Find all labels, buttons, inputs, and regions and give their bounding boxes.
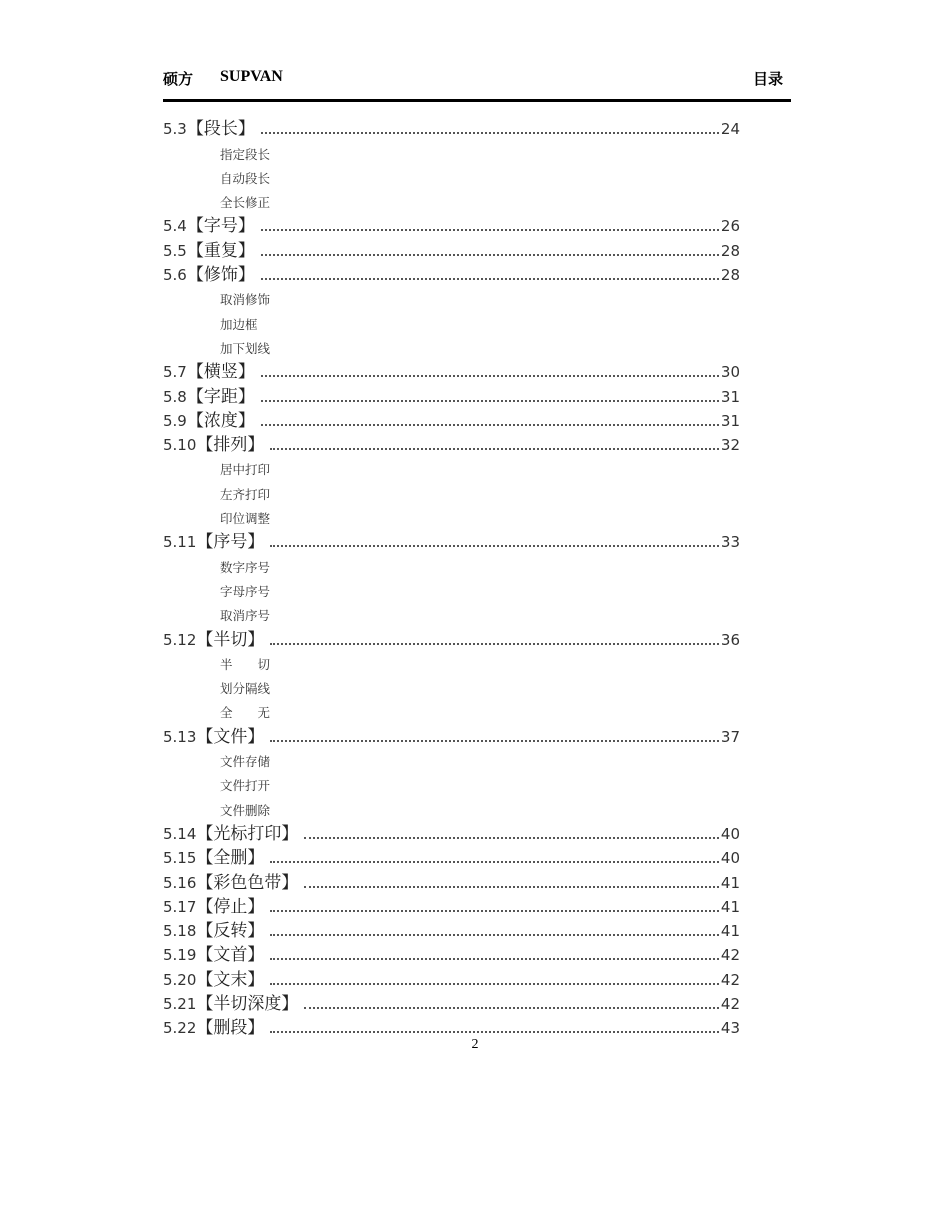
toc-entry-number: 5.14 bbox=[163, 824, 197, 843]
toc-entry-title: 【排列】 bbox=[196, 435, 265, 456]
toc-entry-number: 5.21 bbox=[163, 994, 197, 1013]
toc-dot-leader bbox=[270, 448, 719, 450]
toc-subentry[interactable]: 加边框 bbox=[220, 316, 258, 332]
toc-entry-page: 28 bbox=[720, 241, 740, 260]
toc-entry-number: 5.9 bbox=[163, 411, 187, 430]
toc-entry-page: 31 bbox=[720, 411, 740, 430]
toc-dot-leader bbox=[270, 983, 719, 985]
toc-dot-leader bbox=[270, 934, 719, 936]
toc-entry[interactable] bbox=[163, 115, 740, 139]
toc-entry[interactable] bbox=[163, 407, 740, 431]
toc-subentry[interactable]: 文件打开 bbox=[220, 778, 271, 794]
toc-entry-number: 5.6 bbox=[163, 266, 187, 285]
toc-dot-leader bbox=[261, 400, 719, 402]
toc-entry-title: 【浓度】 bbox=[186, 410, 255, 431]
toc-entry-number: 5.8 bbox=[163, 387, 187, 406]
toc-entry-title: 【全删】 bbox=[196, 848, 265, 869]
toc-entry-number: 5.11 bbox=[163, 533, 197, 552]
toc-entry-title: 【修饰】 bbox=[186, 265, 255, 286]
toc-entry-number: 5.5 bbox=[163, 241, 187, 260]
toc-entry-title: 【横竖】 bbox=[186, 362, 255, 383]
toc-subentry[interactable]: 左齐打印 bbox=[220, 486, 271, 502]
toc-dot-leader bbox=[261, 375, 719, 377]
toc-dot-leader bbox=[261, 278, 719, 280]
toc-entry-number: 5.16 bbox=[163, 873, 197, 892]
toc-subentry[interactable]: 居中打印 bbox=[220, 462, 271, 478]
toc-entry-page: 41 bbox=[720, 897, 740, 916]
toc-entry-number: 5.4 bbox=[163, 217, 187, 236]
toc-entry-number: 5.20 bbox=[163, 970, 197, 989]
toc-dot-leader bbox=[304, 837, 719, 839]
toc-subentry[interactable]: 半 切 bbox=[220, 656, 271, 672]
table-of-contents bbox=[163, 115, 740, 1038]
brand-name-english: SUPVAN bbox=[220, 68, 283, 85]
toc-subentry[interactable]: 字母序号 bbox=[220, 583, 271, 599]
toc-subentry[interactable]: 全 无 bbox=[220, 705, 271, 721]
toc-entry-number: 5.18 bbox=[163, 922, 197, 941]
toc-dot-leader bbox=[304, 1007, 719, 1009]
toc-dot-leader bbox=[270, 643, 719, 645]
toc-entry-page: 31 bbox=[720, 387, 740, 406]
toc-entry-page: 32 bbox=[720, 436, 740, 455]
toc-subentry[interactable]: 文件存储 bbox=[220, 754, 271, 770]
toc-dot-leader bbox=[304, 886, 719, 888]
toc-entry-number: 5.22 bbox=[163, 1019, 197, 1038]
toc-subentry[interactable]: 全长修正 bbox=[220, 195, 271, 211]
toc-entry-number: 5.12 bbox=[163, 630, 197, 649]
page-header bbox=[163, 68, 791, 90]
toc-entry-page: 24 bbox=[720, 120, 740, 139]
toc-entry-page: 42 bbox=[720, 946, 740, 965]
toc-entry-page: 41 bbox=[720, 873, 740, 892]
toc-entry[interactable] bbox=[163, 722, 740, 746]
toc-entry-page: 40 bbox=[720, 849, 740, 868]
toc-dot-leader bbox=[270, 740, 719, 742]
toc-entry-title: 【重复】 bbox=[186, 240, 255, 261]
toc-entry-title: 【半切深度】 bbox=[196, 993, 299, 1014]
toc-dot-leader bbox=[270, 1031, 719, 1033]
toc-entry[interactable] bbox=[163, 212, 740, 236]
toc-entry[interactable] bbox=[163, 625, 740, 649]
toc-subentry[interactable]: 取消修饰 bbox=[220, 292, 271, 308]
toc-subentry[interactable]: 印位调整 bbox=[220, 511, 271, 527]
toc-subentry[interactable]: 划分隔线 bbox=[220, 681, 271, 697]
toc-entry[interactable] bbox=[163, 236, 740, 260]
section-title: 目录 bbox=[752, 70, 783, 88]
toc-entry-page: 30 bbox=[720, 363, 740, 382]
toc-entry-page: 36 bbox=[720, 630, 740, 649]
toc-entry-title: 【删段】 bbox=[196, 1018, 265, 1039]
toc-entry-page: 43 bbox=[720, 1019, 740, 1038]
toc-subentry[interactable]: 文件删除 bbox=[220, 802, 271, 818]
toc-entry-page: 28 bbox=[720, 266, 740, 285]
toc-entry-number: 5.13 bbox=[163, 727, 197, 746]
toc-entry-number: 5.10 bbox=[163, 436, 197, 455]
toc-dot-leader bbox=[270, 910, 719, 912]
toc-subentry[interactable]: 数字序号 bbox=[220, 559, 271, 575]
toc-entry-title: 【段长】 bbox=[186, 119, 255, 140]
header-rule bbox=[163, 99, 791, 102]
toc-entry-title: 【光标打印】 bbox=[196, 823, 299, 844]
toc-entry-title: 【反转】 bbox=[196, 921, 265, 942]
toc-entry[interactable] bbox=[163, 844, 740, 868]
toc-subentry[interactable]: 加下划线 bbox=[220, 340, 271, 356]
toc-entry-page: 41 bbox=[720, 922, 740, 941]
toc-dot-leader bbox=[270, 958, 719, 960]
toc-entry[interactable] bbox=[163, 261, 740, 285]
toc-entry-title: 【字距】 bbox=[186, 386, 255, 407]
toc-entry-title: 【文首】 bbox=[196, 945, 265, 966]
toc-entry-title: 【文末】 bbox=[196, 969, 265, 990]
toc-entry-page: 26 bbox=[720, 217, 740, 236]
toc-dot-leader bbox=[261, 254, 719, 256]
toc-subentry[interactable]: 取消序号 bbox=[220, 608, 271, 624]
toc-entry-title: 【文件】 bbox=[196, 726, 265, 747]
toc-entry-title: 【彩色色带】 bbox=[196, 872, 299, 893]
toc-entry[interactable] bbox=[163, 868, 740, 892]
toc-subentry[interactable]: 指定段长 bbox=[220, 146, 271, 162]
toc-entry-page: 37 bbox=[720, 727, 740, 746]
toc-entry-page: 42 bbox=[720, 970, 740, 989]
toc-entry-title: 【序号】 bbox=[196, 532, 265, 553]
toc-entry-number: 5.7 bbox=[163, 363, 187, 382]
toc-entry-title: 【字号】 bbox=[186, 216, 255, 237]
toc-entry-number: 5.19 bbox=[163, 946, 197, 965]
toc-dot-leader bbox=[270, 861, 719, 863]
toc-entry-page: 40 bbox=[720, 824, 740, 843]
toc-entry[interactable] bbox=[163, 917, 740, 941]
toc-entry[interactable] bbox=[163, 941, 740, 965]
toc-dot-leader bbox=[270, 545, 719, 547]
toc-entry-page: 33 bbox=[720, 533, 740, 552]
toc-subentry[interactable]: 自动段长 bbox=[220, 170, 271, 186]
toc-entry[interactable] bbox=[163, 820, 740, 844]
toc-entry-number: 5.15 bbox=[163, 849, 197, 868]
toc-entry[interactable] bbox=[163, 528, 740, 552]
toc-entry-page: 42 bbox=[720, 994, 740, 1013]
toc-dot-leader bbox=[261, 229, 719, 231]
toc-entry-number: 5.17 bbox=[163, 897, 197, 916]
page-number: 2 bbox=[471, 1037, 479, 1052]
toc-entry-number: 5.3 bbox=[163, 120, 187, 139]
toc-entry[interactable] bbox=[163, 431, 740, 455]
toc-dot-leader bbox=[261, 424, 719, 426]
toc-entry[interactable] bbox=[163, 382, 740, 406]
toc-dot-leader bbox=[261, 132, 719, 134]
toc-entry[interactable] bbox=[163, 893, 740, 917]
toc-entry[interactable] bbox=[163, 1014, 740, 1038]
brand-name-chinese: 硕方 bbox=[163, 70, 194, 88]
toc-entry[interactable] bbox=[163, 990, 740, 1014]
toc-entry[interactable] bbox=[163, 358, 740, 382]
toc-entry-title: 【半切】 bbox=[196, 629, 265, 650]
toc-entry-title: 【停止】 bbox=[196, 896, 265, 917]
toc-entry[interactable] bbox=[163, 965, 740, 989]
